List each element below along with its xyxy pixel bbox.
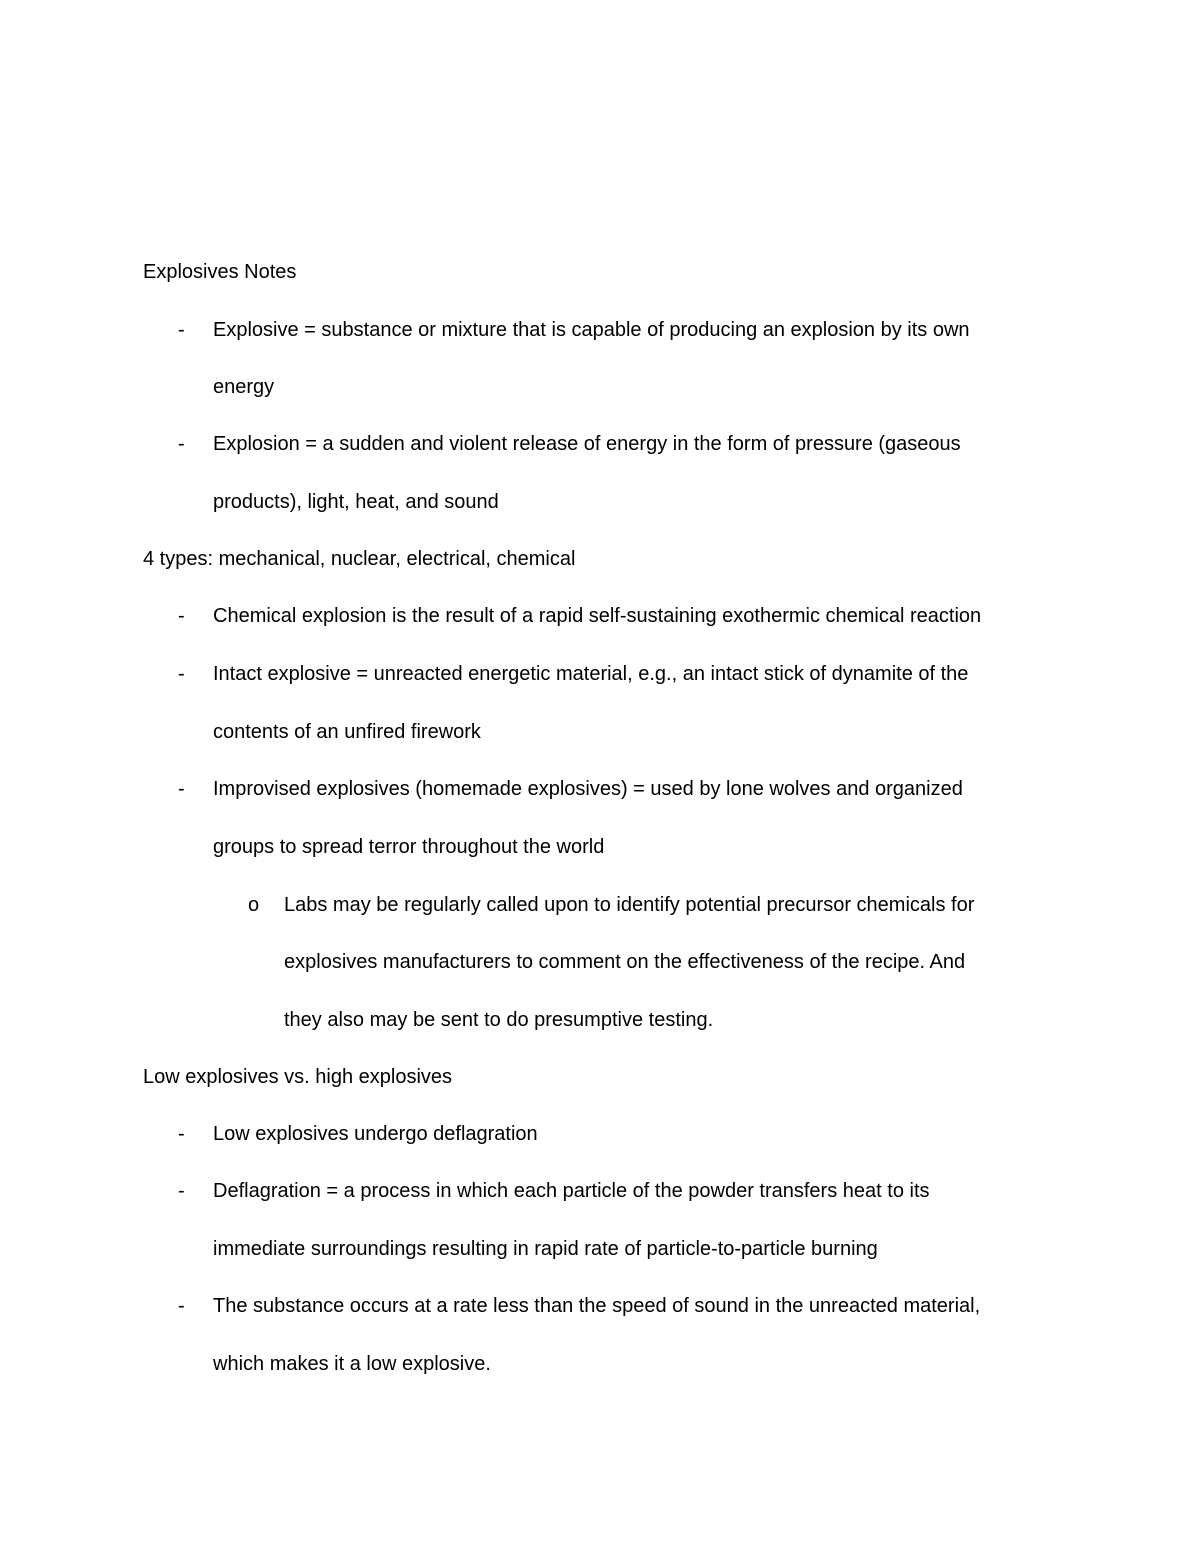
document-title: Explosives Notes xyxy=(143,261,297,283)
bullet-text-continued: immediate surroundings resulting in rapid rate of particle-to-particle burning xyxy=(213,1238,878,1260)
bullet-dash: - xyxy=(178,663,185,685)
bullet-text: Chemical explosion is the result of a rapid self-sustaining exothermic chemical reaction xyxy=(213,605,982,627)
bullet-text-continued: energy xyxy=(213,376,275,398)
bullet-dash: - xyxy=(178,1295,185,1317)
bullet-dash: - xyxy=(178,1123,185,1145)
bullet-dash: - xyxy=(178,433,185,455)
bullet-dash: - xyxy=(178,1180,185,1202)
bullet-text: The substance occurs at a rate less than the speed of sound in the unreacted material, xyxy=(213,1295,981,1317)
bullet-text: Explosion = a sudden and violent release of energy in the form of pressure (gaseous xyxy=(213,433,961,455)
bullet-dash: - xyxy=(178,319,185,341)
bullet-text: Low explosives undergo deflagration xyxy=(213,1123,538,1145)
sub-bullet-text: Labs may be regularly called upon to identify potential precursor chemicals for xyxy=(284,894,975,916)
bullet-text-continued: groups to spread terror throughout the world xyxy=(213,836,605,858)
section-heading: 4 types: mechanical, nuclear, electrical, chemical xyxy=(143,548,576,570)
sub-bullet-text-continued: explosives manufacturers to comment on the effectiveness of the recipe. And xyxy=(284,951,966,973)
bullet-text: Intact explosive = unreacted energetic material, e.g., an intact stick of dynamite of the xyxy=(213,663,969,685)
bullet-dash: - xyxy=(178,605,185,627)
bullet-dash: - xyxy=(178,778,185,800)
section-heading: Low explosives vs. high explosives xyxy=(143,1066,453,1088)
bullet-text-continued: products), light, heat, and sound xyxy=(213,491,499,513)
bullet-text-continued: contents of an unfired firework xyxy=(213,721,481,743)
bullet-text: Explosive = substance or mixture that is capable of producing an explosion by its own xyxy=(213,319,970,341)
bullet-text-continued: which makes it a low explosive. xyxy=(213,1353,491,1375)
bullet-text: Improvised explosives (homemade explosives) = used by lone wolves and organized xyxy=(213,778,963,800)
bullet-text: Deflagration = a process in which each particle of the powder transfers heat to its xyxy=(213,1180,930,1202)
bullet-circle: o xyxy=(248,894,260,916)
sub-bullet-text-continued: they also may be sent to do presumptive testing. xyxy=(284,1009,714,1031)
